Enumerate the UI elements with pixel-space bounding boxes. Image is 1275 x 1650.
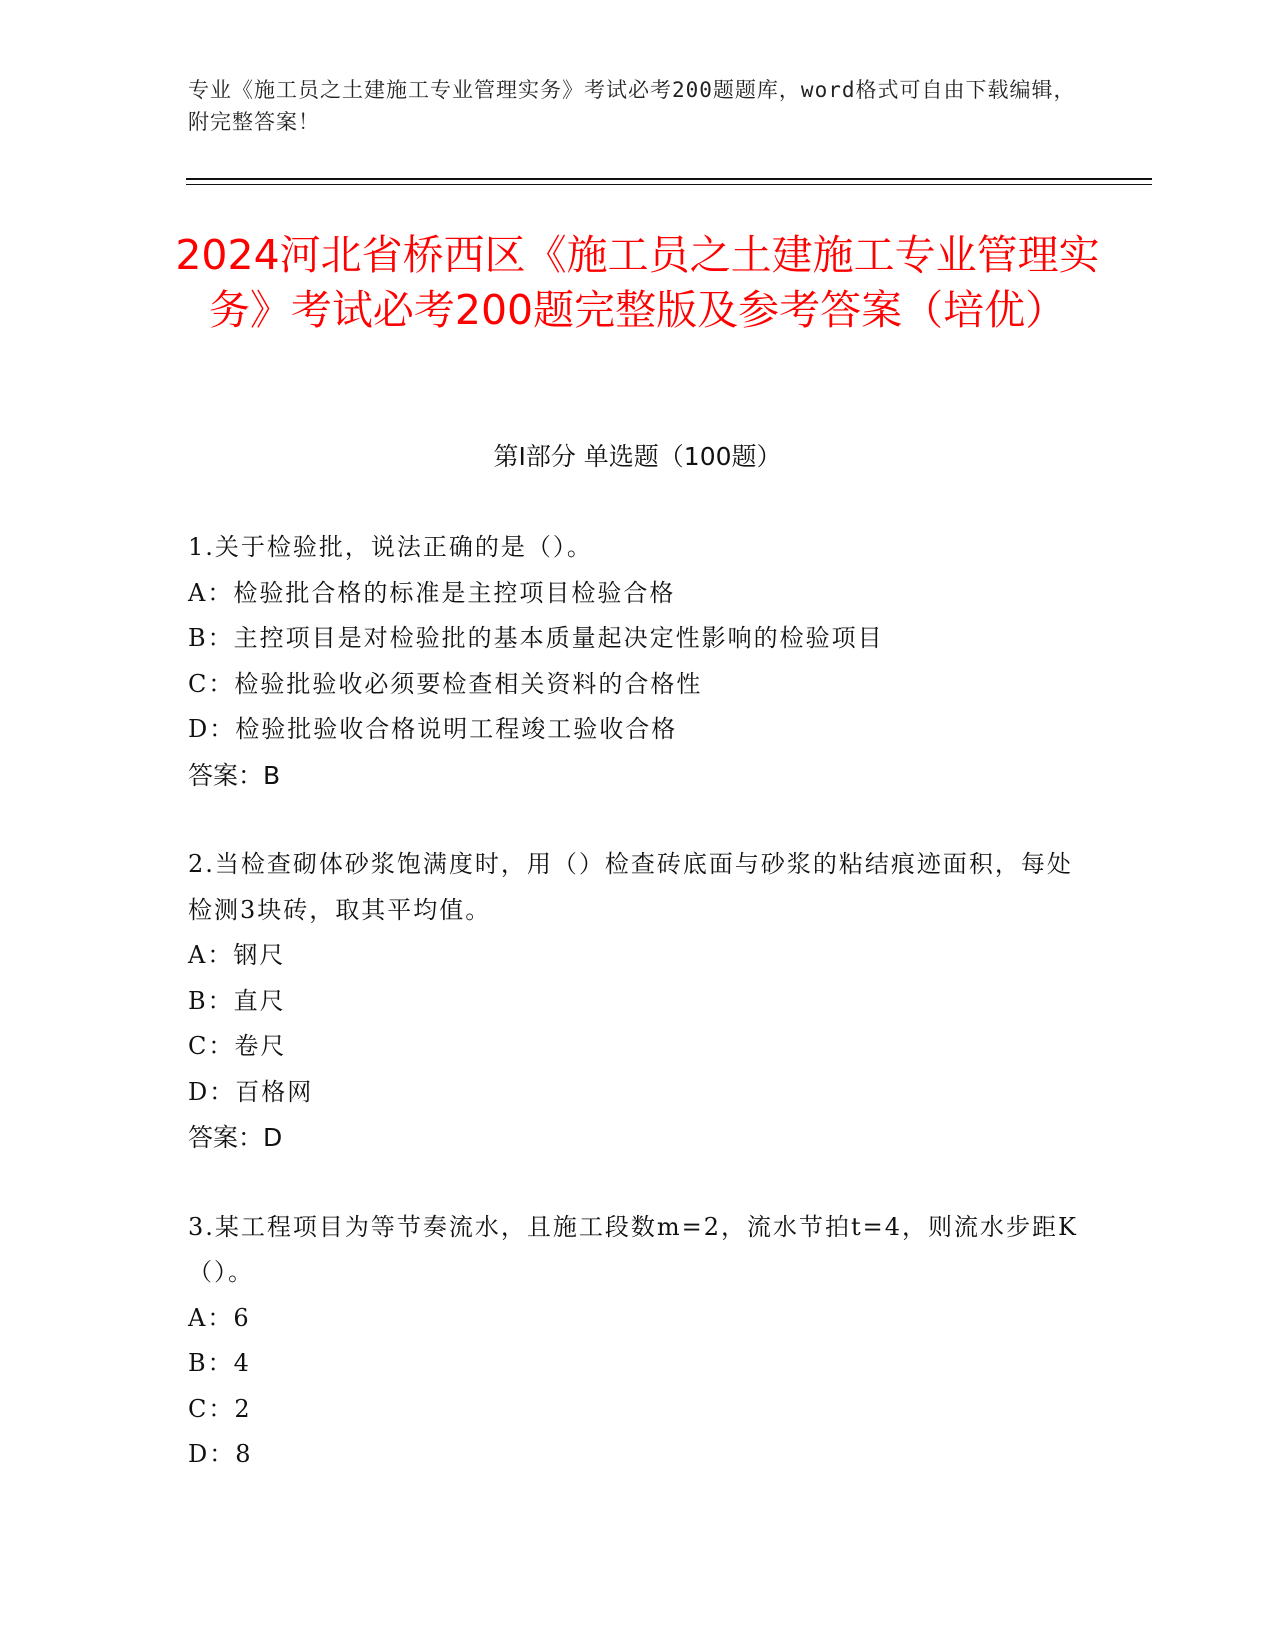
question-item	[188, 842, 1088, 1161]
answer-option: D：百格网	[188, 1077, 314, 1106]
question-stem: 3.某工程项目为等节奏流水，且施工段数m=2，流水节拍t=4，则流水步距K（）。	[188, 1212, 1078, 1286]
question-stem: 1.关于检验批，说法正确的是（）。	[188, 533, 593, 561]
question-item	[188, 1205, 1088, 1478]
answer-option: B：4	[188, 1349, 251, 1377]
answer-option: D：检验批验收合格说明工程竣工验收合格	[188, 715, 678, 743]
question-stem: 2.当检查砌体砂浆饱满度时，用（）检查砖底面与砂浆的粘结痕迹面积，每处检测3块砖，取其平均值。	[188, 850, 1073, 924]
header-divider-thick	[186, 178, 1152, 180]
document-header-note: 专业《施工员之土建施工专业管理实务》考试必考200题题库，word格式可自由下载编辑，附完整答案！	[188, 78, 1076, 134]
answer-option: A：钢尺	[188, 941, 286, 969]
answer-option: C：2	[188, 1394, 252, 1423]
answer-option: C：卷尺	[188, 1032, 287, 1060]
answer-option: A：6	[188, 1303, 251, 1332]
answer-option: B：主控项目是对检验批的基本质量起决定性影响的检验项目	[188, 624, 884, 652]
question-list	[188, 525, 1088, 1522]
answer-option: B：直尺	[188, 986, 286, 1015]
section-heading: 第I部分 单选题（100题）	[493, 442, 782, 471]
correct-answer: 答案：D	[188, 1123, 283, 1152]
document-title: 2024河北省桥西区《施工员之土建施工专业管理实务》考试必考200题完整版及参考答案（培优）	[175, 231, 1100, 334]
question-item	[188, 525, 1088, 798]
correct-answer: 答案：B	[188, 760, 281, 790]
header-divider-thin	[186, 184, 1152, 185]
answer-option: C：检验批验收必须要检查相关资料的合格性	[188, 669, 703, 698]
answer-option: D：8	[188, 1440, 253, 1468]
answer-option: A：检验批合格的标准是主控项目检验合格	[188, 578, 676, 607]
